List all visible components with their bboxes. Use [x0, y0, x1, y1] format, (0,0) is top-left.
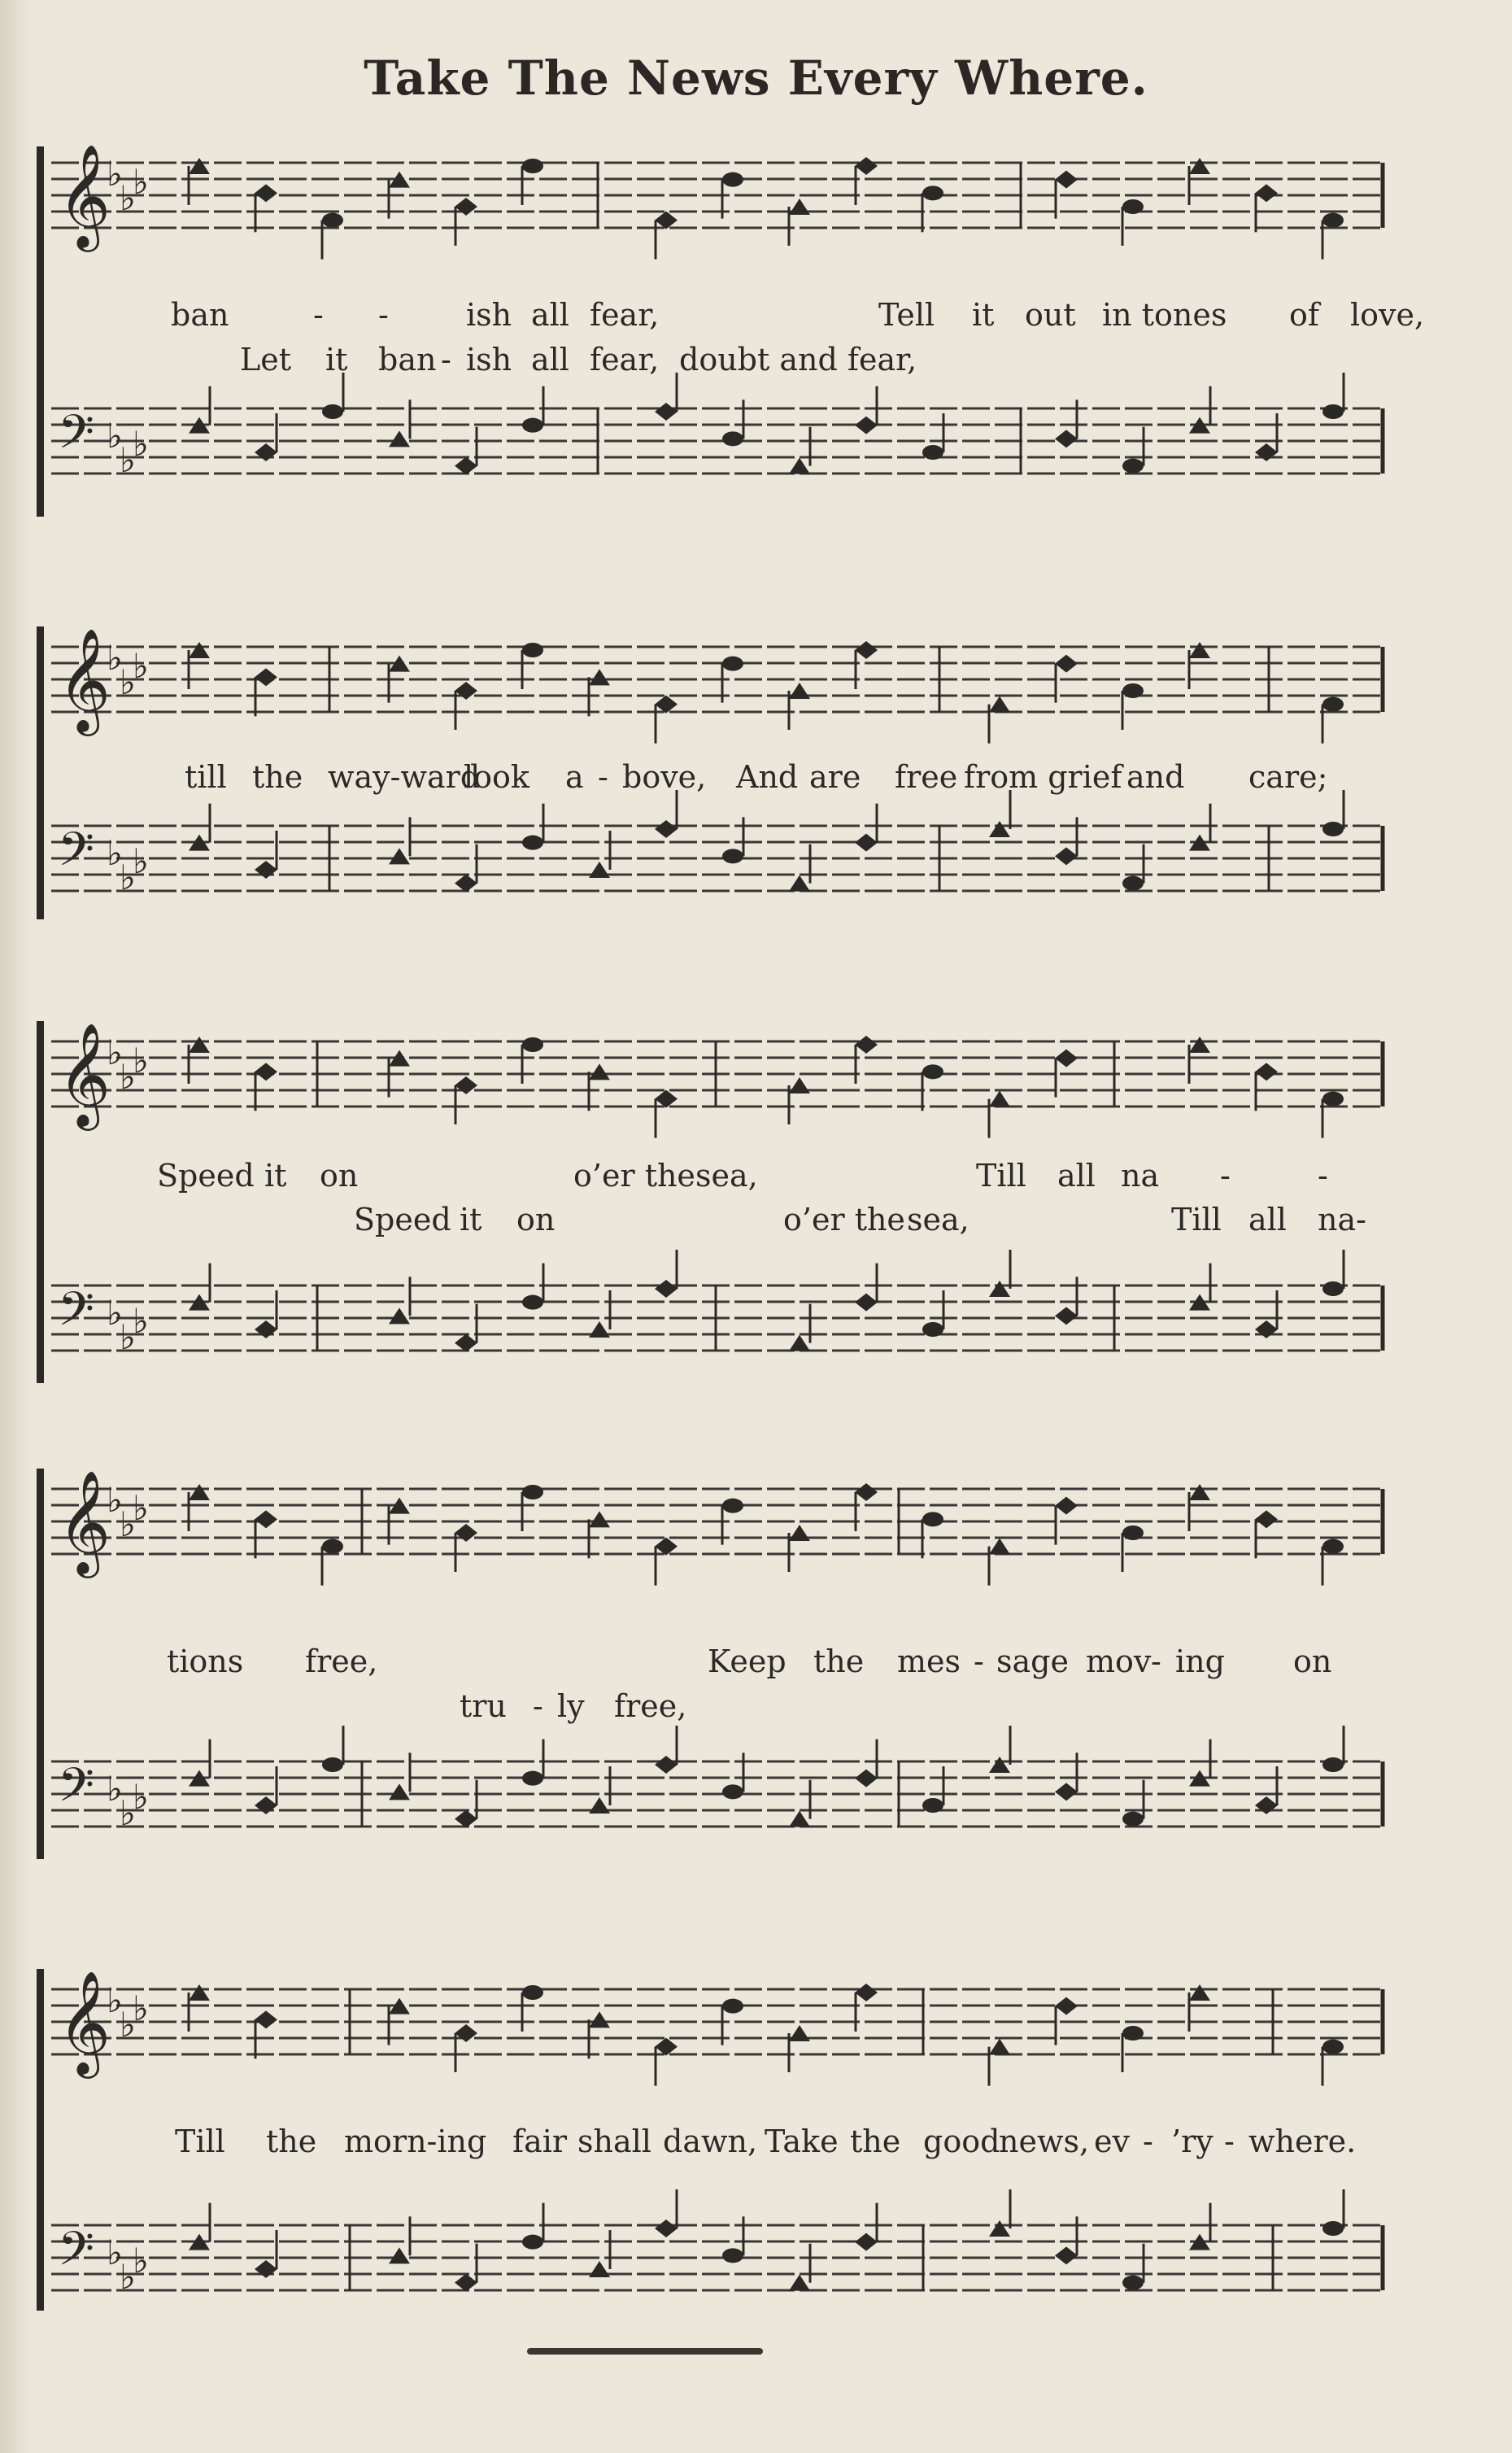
shape-note	[722, 172, 743, 187]
lyric-word: ban	[171, 297, 229, 333]
shape-note	[1055, 2246, 1078, 2264]
end-rule	[527, 2348, 763, 2355]
lyric-word: o’er the	[573, 1158, 695, 1194]
shape-note	[255, 2010, 277, 2028]
shape-note	[389, 848, 410, 864]
lyric-word: -	[313, 297, 324, 333]
shape-note	[1322, 2221, 1344, 2236]
staff-pair	[37, 626, 1395, 928]
shape-note	[1189, 158, 1210, 174]
lyric-word: ish	[466, 297, 512, 333]
flat-sign-icon: ♭	[133, 646, 149, 686]
shape-note	[989, 1281, 1010, 1297]
treble-clef-icon: 𝄞	[58, 143, 111, 247]
lyric-word: Take	[765, 2123, 839, 2159]
shape-note	[989, 2220, 1010, 2237]
shape-note	[1055, 655, 1078, 673]
shape-note	[722, 657, 743, 671]
shape-note	[855, 641, 878, 659]
shape-note	[1055, 1307, 1078, 1325]
shape-note	[522, 2235, 543, 2250]
shape-note	[589, 669, 610, 685]
lyric-word: till	[185, 759, 227, 795]
shape-note	[589, 2261, 610, 2277]
shape-note	[522, 1037, 543, 1052]
shape-note	[522, 418, 543, 433]
flat-sign-icon: ♭	[133, 424, 149, 464]
shape-note	[255, 2260, 277, 2278]
shape-note	[1255, 443, 1278, 461]
lyric-word: bove,	[622, 759, 707, 795]
shape-note	[1055, 1050, 1078, 1067]
shape-note	[1255, 1063, 1278, 1080]
lyric-word: are	[809, 759, 861, 795]
flat-sign-icon: ♭	[107, 154, 123, 194]
shape-note	[189, 158, 210, 174]
shape-note	[855, 1483, 878, 1501]
shape-note	[255, 668, 277, 686]
shape-note	[455, 457, 477, 475]
flat-sign-icon: ♭	[133, 1777, 149, 1817]
lyric-word: shall	[577, 2123, 651, 2159]
lyric-word: ban	[378, 342, 437, 378]
lyric-word: ev	[1094, 2123, 1130, 2159]
lyric-word: -	[1151, 1643, 1161, 1679]
shape-note	[1255, 1796, 1278, 1814]
shape-note	[255, 1510, 277, 1528]
shape-note	[322, 213, 343, 228]
lyric-word: -	[1143, 2123, 1153, 2159]
lyric-word: it	[460, 1202, 482, 1237]
lyric-word: mes	[897, 1643, 961, 1679]
lyric-word: free	[895, 759, 958, 795]
music-system-3	[37, 1021, 1395, 1387]
shape-note	[1322, 822, 1344, 836]
lyric-word: Till	[976, 1158, 1026, 1194]
shape-note	[389, 1783, 410, 1800]
music-system-5	[37, 1969, 1395, 2335]
flat-sign-icon: ♭	[107, 1769, 123, 1809]
shape-note	[1322, 2040, 1344, 2054]
shape-note	[989, 1757, 1010, 1773]
bass-clef-icon: 𝄢	[58, 1757, 95, 1824]
shape-note	[789, 458, 810, 474]
shape-note	[789, 1077, 810, 1093]
lyric-word: free,	[305, 1643, 378, 1679]
lyric-word: and	[1126, 759, 1185, 795]
shape-note	[1055, 171, 1078, 189]
shape-note	[1255, 184, 1278, 202]
lyric-word: fear,	[590, 297, 660, 333]
shape-note	[389, 430, 410, 447]
shape-note	[789, 683, 810, 699]
lyric-word: dawn,	[663, 2123, 758, 2159]
shape-note	[922, 1798, 943, 1813]
flat-sign-icon: ♭	[133, 1041, 149, 1080]
shape-note	[922, 445, 943, 460]
shape-note	[189, 1484, 210, 1500]
lyric-word: -	[533, 1688, 543, 1724]
staff-pair	[37, 143, 1395, 529]
flat-sign-icon: ♭	[120, 2005, 136, 2045]
shape-note	[989, 2039, 1010, 2055]
song-title: Take The News Every Where.	[364, 50, 1148, 106]
shape-note	[1122, 1812, 1144, 1827]
flat-sign-icon: ♭	[133, 162, 149, 202]
shape-note	[589, 1321, 610, 1338]
shape-note	[1255, 1320, 1278, 1338]
shape-note	[655, 403, 678, 421]
lyric-word: fair	[512, 2123, 568, 2159]
flat-sign-icon: ♭	[120, 662, 136, 702]
shape-note	[322, 1539, 343, 1554]
shape-note	[655, 820, 678, 838]
lyric-word: look	[464, 759, 529, 795]
shape-note	[522, 159, 543, 173]
lyric-word: -	[1224, 2123, 1235, 2159]
shape-note	[522, 836, 543, 850]
shape-note	[789, 875, 810, 892]
shape-note	[1189, 1984, 1210, 2001]
lyric-word: all	[531, 297, 569, 333]
lyric-word: Speed	[157, 1158, 255, 1194]
lyric-word: -	[598, 759, 608, 795]
shape-note	[1322, 213, 1344, 228]
lyric-word: ’ry	[1171, 2123, 1214, 2159]
shape-note	[989, 1539, 1010, 1555]
shape-note	[655, 1090, 678, 1108]
lyric-word: the	[266, 2123, 317, 2159]
lyric-word: ly	[557, 1688, 585, 1724]
shape-note	[1055, 1997, 1078, 2015]
shape-note	[922, 186, 943, 200]
shape-note	[1055, 847, 1078, 865]
shape-note	[255, 1796, 277, 1814]
shape-note	[589, 1797, 610, 1814]
shape-note	[455, 2274, 477, 2292]
shape-note	[1255, 1510, 1278, 1528]
lyric-word: from grief	[964, 759, 1122, 795]
lyric-word: Keep	[708, 1643, 787, 1679]
shape-note	[1055, 430, 1078, 447]
shape-note	[1322, 1092, 1344, 1106]
treble-clef-icon: 𝄞	[58, 1022, 111, 1126]
shape-note	[922, 1064, 943, 1079]
shape-note	[1322, 1539, 1344, 1554]
shape-note	[589, 862, 610, 878]
lyric-word: it	[325, 342, 348, 378]
shape-note	[255, 184, 277, 202]
shape-note	[855, 2233, 878, 2251]
shape-note	[722, 1499, 743, 1513]
shape-note	[655, 1280, 678, 1298]
lyric-word: of	[1289, 297, 1319, 333]
treble-clef-icon: 𝄞	[58, 1469, 111, 1573]
bass-clef-icon: 𝄢	[58, 404, 95, 471]
shape-note	[1055, 1497, 1078, 1515]
shape-note	[855, 1036, 878, 1054]
lyric-word: Till	[1171, 1202, 1222, 1237]
lyric-word: love,	[1350, 297, 1425, 333]
shape-note	[1322, 697, 1344, 712]
shape-note	[1122, 2026, 1144, 2041]
lyric-word: a	[565, 759, 584, 795]
shape-note	[389, 1307, 410, 1324]
shape-note	[189, 642, 210, 658]
lyric-word: tru	[460, 1688, 507, 1724]
shape-note	[855, 834, 878, 852]
shape-note	[655, 1756, 678, 1774]
shape-note	[1122, 2276, 1144, 2290]
shape-note	[389, 2247, 410, 2263]
lyric-word: on	[516, 1202, 556, 1237]
lyric-word: care;	[1248, 759, 1328, 795]
lyric-word: fear,	[590, 342, 660, 378]
lyric-word: where.	[1248, 2123, 1357, 2159]
shape-note	[522, 643, 543, 657]
shape-note	[455, 198, 477, 216]
shape-note	[522, 1985, 543, 2000]
lyric-word: sage	[996, 1643, 1069, 1679]
shape-note	[455, 1810, 477, 1828]
lyric-word: tions	[167, 1643, 244, 1679]
flat-sign-icon: ♭	[133, 1301, 149, 1341]
shape-note	[1189, 1484, 1210, 1500]
music-system-1	[37, 143, 1425, 529]
lyric-word: all	[1057, 1158, 1096, 1194]
bass-clef-icon: 𝄢	[58, 822, 95, 888]
shape-note	[455, 1334, 477, 1352]
shape-note	[455, 1076, 477, 1094]
flat-sign-icon: ♭	[120, 178, 136, 218]
flat-sign-icon: ♭	[120, 440, 136, 480]
shape-note	[855, 157, 878, 175]
shape-note	[522, 1485, 543, 1499]
flat-sign-icon: ♭	[133, 2241, 149, 2281]
shape-note	[855, 1770, 878, 1787]
shape-note	[1189, 1037, 1210, 1053]
lyric-word: the	[813, 1643, 865, 1679]
shape-note	[589, 1511, 610, 1527]
shape-note	[255, 1320, 277, 1338]
lyric-word: all	[1248, 1202, 1287, 1237]
music-system-2	[37, 626, 1395, 928]
lyric-word: mov	[1086, 1643, 1152, 1679]
lyric-word: -	[1318, 1158, 1328, 1194]
treble-clef-icon: 𝄞	[58, 1970, 111, 2074]
lyric-word: -	[441, 342, 451, 378]
shape-note	[1122, 876, 1144, 891]
shape-note	[855, 417, 878, 434]
shape-note	[1122, 1525, 1144, 1540]
bass-clef-icon: 𝄢	[58, 2221, 95, 2288]
bass-clef-icon: 𝄢	[58, 1281, 95, 1348]
lyric-word: sea,	[695, 1158, 758, 1194]
flat-sign-icon: ♭	[120, 858, 136, 897]
flat-sign-icon: ♭	[133, 1988, 149, 2028]
lyric-word: na	[1121, 1158, 1160, 1194]
lyric-word: free,	[614, 1688, 687, 1724]
flat-sign-icon: ♭	[107, 1293, 123, 1333]
shape-note	[189, 1037, 210, 1053]
treble-clef-icon: 𝄞	[58, 627, 111, 731]
shape-note	[1055, 1783, 1078, 1800]
lyric-word: in tones	[1102, 297, 1227, 333]
shape-note	[789, 1525, 810, 1541]
shape-note	[1189, 642, 1210, 658]
shape-note	[789, 2275, 810, 2291]
shape-note	[989, 821, 1010, 837]
lyric-word: o’er the	[783, 1202, 905, 1237]
shape-note	[989, 696, 1010, 713]
shape-note	[455, 682, 477, 700]
shape-note	[789, 1335, 810, 1351]
shape-note	[255, 861, 277, 879]
lyric-word: -	[378, 297, 389, 333]
flat-sign-icon: ♭	[120, 1504, 136, 1544]
shape-note	[589, 1063, 610, 1080]
lyric-word: Till	[175, 2123, 225, 2159]
shape-note	[655, 2038, 678, 2056]
lyric-word: out	[1025, 297, 1076, 333]
shape-note	[655, 212, 678, 229]
shape-note	[189, 1984, 210, 2001]
lyric-word: ish	[466, 342, 512, 378]
lyric-word: doubt and fear,	[679, 342, 917, 378]
lyric-word: the	[850, 2123, 901, 2159]
shape-note	[589, 2011, 610, 2027]
lyric-word: Speed	[354, 1202, 451, 1237]
shape-note	[1122, 459, 1144, 474]
shape-note	[322, 404, 343, 419]
shape-note	[789, 1811, 810, 1827]
flat-sign-icon: ♭	[107, 1980, 123, 2020]
shape-note	[855, 1294, 878, 1312]
flat-sign-icon: ♭	[120, 1057, 136, 1097]
shape-note	[722, 849, 743, 863]
shape-note	[1322, 1281, 1344, 1296]
flat-sign-icon: ♭	[107, 833, 123, 873]
shape-note	[655, 2219, 678, 2237]
lyric-word: sea,	[907, 1202, 970, 1237]
flat-sign-icon: ♭	[107, 416, 123, 456]
flat-sign-icon: ♭	[107, 1480, 123, 1520]
page-binding-edge	[0, 0, 31, 2453]
lyric-word: the	[252, 759, 303, 795]
lyric-word: it	[264, 1158, 287, 1194]
shape-note	[722, 431, 743, 446]
shape-note	[855, 1984, 878, 2001]
lyric-word: -	[1220, 1158, 1231, 1194]
lyric-word: morn-ing	[344, 2123, 487, 2159]
shape-note	[255, 443, 277, 461]
shape-note	[455, 875, 477, 893]
shape-note	[722, 1784, 743, 1799]
shape-note	[789, 199, 810, 215]
flat-sign-icon: ♭	[107, 2233, 123, 2272]
flat-sign-icon: ♭	[120, 2257, 136, 2297]
shape-note	[522, 1295, 543, 1310]
lyric-word: na-	[1318, 1202, 1366, 1237]
shape-note	[655, 1538, 678, 1556]
shape-note	[789, 2025, 810, 2041]
flat-sign-icon: ♭	[133, 841, 149, 881]
flat-sign-icon: ♭	[107, 638, 123, 678]
shape-note	[322, 1757, 343, 1772]
lyric-word: ing	[1175, 1643, 1225, 1679]
lyric-word: Let	[240, 342, 291, 378]
music-system-4	[37, 1469, 1395, 1867]
shape-note	[989, 1091, 1010, 1107]
lyric-word: on	[1293, 1643, 1332, 1679]
shape-note	[455, 1524, 477, 1542]
shape-note	[655, 696, 678, 714]
shape-note	[922, 1322, 943, 1337]
flat-sign-icon: ♭	[120, 1793, 136, 1833]
shape-note	[522, 1771, 543, 1786]
shape-note	[1122, 199, 1144, 214]
shape-note	[1122, 683, 1144, 698]
lyric-word: news,	[999, 2123, 1090, 2159]
shape-note	[1322, 1757, 1344, 1772]
lyric-word: -	[974, 1643, 984, 1679]
shape-note	[722, 2248, 743, 2263]
lyric-word: And	[736, 759, 799, 795]
flat-sign-icon: ♭	[107, 1032, 123, 1072]
lyric-word: Tell	[878, 297, 935, 333]
flat-sign-icon: ♭	[133, 1488, 149, 1528]
shape-note	[922, 1512, 943, 1526]
lyric-word: good	[923, 2123, 1000, 2159]
shape-note	[1322, 404, 1344, 419]
lyric-word: on	[320, 1158, 359, 1194]
flat-sign-icon: ♭	[120, 1317, 136, 1357]
lyric-word: it	[972, 297, 995, 333]
shape-note	[255, 1063, 277, 1080]
lyric-word: way-ward	[328, 759, 481, 795]
shape-note	[722, 1999, 743, 2014]
shape-note	[455, 2024, 477, 2042]
lyric-word: all	[531, 342, 569, 378]
